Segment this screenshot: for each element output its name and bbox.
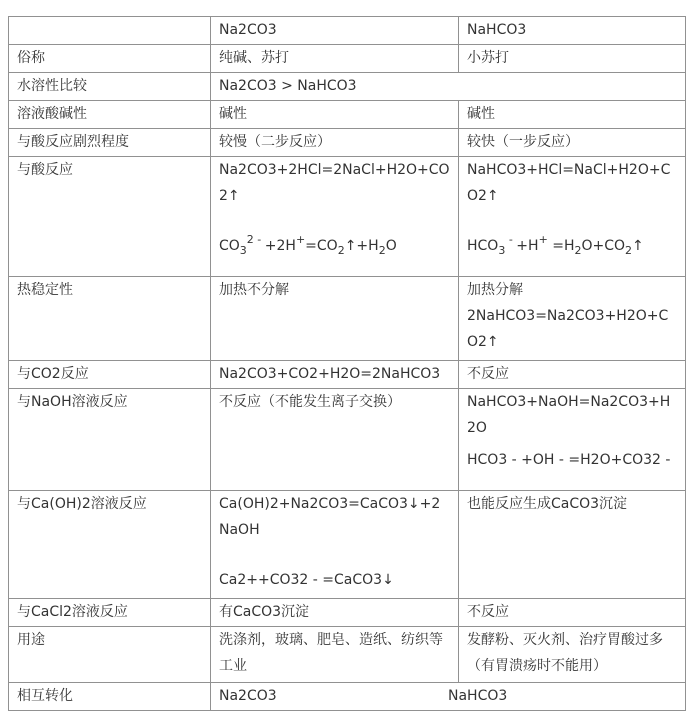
row-label-caoh2-reaction: 与Ca(OH)2溶液反应	[9, 491, 211, 599]
conversion-right: NaHCO3	[448, 688, 508, 704]
conversion-cell	[211, 683, 686, 711]
acid-reaction-nahco3	[459, 157, 686, 277]
equation-ionic	[467, 233, 677, 260]
text-run: HCO	[467, 238, 499, 254]
subscript: 2	[574, 244, 582, 257]
naoh-reaction-nahco3	[459, 389, 686, 491]
text-run: O	[385, 238, 397, 254]
acidity-na2co3: 碱性	[211, 101, 459, 129]
equation-molecular: NaHCO3+NaOH=Na2CO3+H2O	[467, 394, 671, 436]
subscript: 2	[337, 244, 345, 257]
solubility-value: Na2CO3 > NaHCO3	[211, 73, 686, 101]
text-run: ↑	[632, 238, 644, 254]
row-label-naoh-reaction: 与NaOH溶液反应	[9, 389, 211, 491]
corner-cell	[9, 17, 211, 45]
text-run: CO	[219, 238, 240, 254]
equation-molecular: Ca(OH)2+Na2CO3=CaCO3↓+2NaOH	[219, 496, 441, 538]
table-row-acid-reaction	[9, 157, 686, 277]
row-label-cacl2-reaction: 与CaCl2溶液反应	[9, 599, 211, 627]
superscript: +	[295, 233, 306, 246]
equation-ionic: Ca2++CO32 - =CaCO3↓	[219, 572, 394, 588]
row-label-usage: 用途	[9, 627, 211, 683]
equation-molecular: NaHCO3+HCl=NaCl+H2O+CO2↑	[467, 162, 671, 204]
usage-nahco3: 发酵粉、灭火剂、治疗胃酸过多（有胃溃疡时不能用）	[459, 627, 686, 683]
subscript: 2	[378, 244, 386, 257]
co2-reaction-na2co3: Na2CO3+CO2+H2O=2NaHCO3	[211, 361, 459, 389]
text-run: +2H	[264, 238, 296, 254]
row-label-alias: 俗称	[9, 45, 211, 73]
text-run: ↑+H	[344, 238, 379, 254]
text-run: =H	[547, 238, 575, 254]
table-row-usage	[9, 627, 686, 683]
superscript: -	[505, 233, 517, 246]
table-row-co2-reaction	[9, 361, 686, 389]
thermal-na2co3: 加热不分解	[211, 277, 459, 361]
text-run: O+CO	[581, 238, 626, 254]
subscript: 3	[239, 244, 247, 257]
table-row-naoh-reaction	[9, 389, 686, 491]
acidity-nahco3: 碱性	[459, 101, 686, 129]
alias-na2co3: 纯碱、苏打	[211, 45, 459, 73]
table-row-acid-rate	[9, 129, 686, 157]
table-row-alias	[9, 45, 686, 73]
conversion-pair	[219, 683, 677, 709]
column-header-nahco3: NaHCO3	[459, 17, 686, 45]
table-row-header	[9, 17, 686, 45]
equation-ionic	[219, 233, 450, 260]
thermal-nahco3	[459, 277, 686, 361]
equation-molecular: Na2CO3+2HCl=2NaCl+H2O+CO2↑	[219, 162, 450, 204]
table-row-acidity	[9, 101, 686, 129]
caoh2-reaction-nahco3: 也能反应生成CaCO3沉淀	[459, 491, 686, 599]
cacl2-reaction-nahco3: 不反应	[459, 599, 686, 627]
naoh-reaction-na2co3: 不反应（不能发生离子交换）	[211, 389, 459, 491]
row-label-acid-rate: 与酸反应剧烈程度	[9, 129, 211, 157]
table-row-cacl2-reaction	[9, 599, 686, 627]
subscript: 2	[625, 244, 633, 257]
row-label-thermal-stability: 热稳定性	[9, 277, 211, 361]
row-label-solubility: 水溶性比较	[9, 73, 211, 101]
table-row-solubility	[9, 73, 686, 101]
equation-decomposition: 2NaHCO3=Na2CO3+H2O+CO2↑	[467, 308, 669, 350]
equation-ionic: HCO3 - +OH - =H2O+CO32 -	[467, 452, 671, 468]
acid-rate-nahco3: 较快（一步反应）	[459, 129, 686, 157]
superscript: +	[538, 233, 548, 246]
table-row-caoh2-reaction	[9, 491, 686, 599]
text-run: =CO	[305, 238, 338, 254]
row-label-acid-reaction: 与酸反应	[9, 157, 211, 277]
comparison-table	[8, 16, 686, 711]
acid-reaction-na2co3	[211, 157, 459, 277]
row-label-acidity: 溶液酸碱性	[9, 101, 211, 129]
conversion-left: Na2CO3	[219, 688, 277, 704]
row-label-co2-reaction: 与CO2反应	[9, 361, 211, 389]
thermal-nahco3-text: 加热分解	[467, 282, 523, 298]
column-header-na2co3: Na2CO3	[211, 17, 459, 45]
caoh2-reaction-na2co3	[211, 491, 459, 599]
co2-reaction-nahco3: 不反应	[459, 361, 686, 389]
table-row-conversion	[9, 683, 686, 711]
usage-na2co3: 洗涤剂，玻璃、肥皂、造纸、纺织等工业	[211, 627, 459, 683]
text-run: +H	[516, 238, 539, 254]
alias-nahco3: 小苏打	[459, 45, 686, 73]
subscript: 3	[498, 244, 506, 257]
table-row-thermal-stability	[9, 277, 686, 361]
cacl2-reaction-na2co3: 有CaCO3沉淀	[211, 599, 459, 627]
row-label-conversion: 相互转化	[9, 683, 211, 711]
acid-rate-na2co3: 较慢（二步反应）	[211, 129, 459, 157]
superscript: 2 -	[246, 233, 265, 246]
